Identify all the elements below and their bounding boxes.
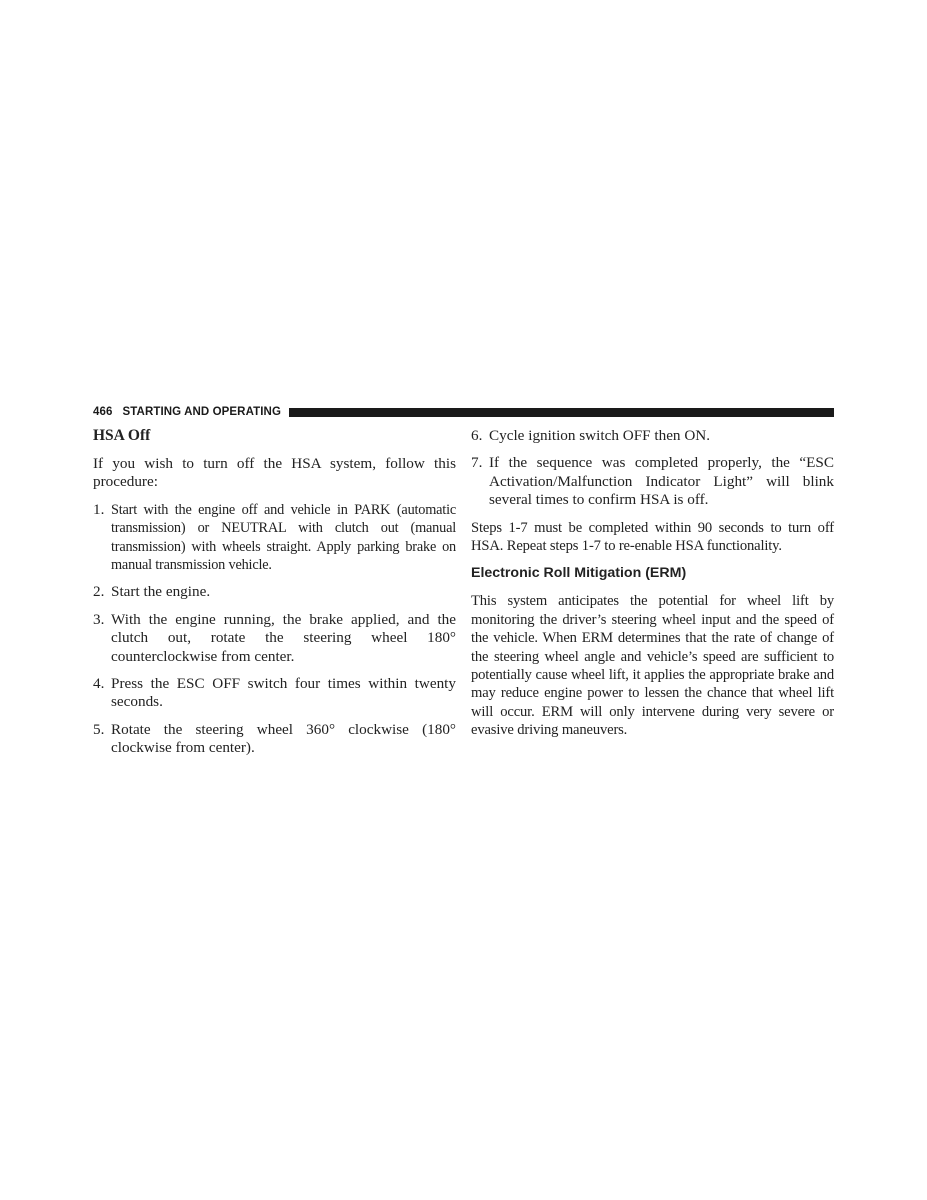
step-text: Press the ESC OFF switch four times within twenty seconds. [111, 675, 456, 711]
erm-body: This system anticipates the potential for wheel lift by monitoring the driver’s steering wheel input and the speed of the vehicle. When ERM determines that the rate of change of the steering wheel angle and vehicle’s speed are sufficient to potentially cause wheel lift, it applies the appropriate brake and may reduce engine power to lessen the chance that wheel lift will occur. ERM will only intervene during very severe or evasive driving maneuvers. [471, 593, 834, 739]
section-title: STARTING AND OPERATING [122, 406, 282, 418]
hsa-off-intro: If you wish to turn off the HSA system, follow this procedure: [93, 455, 456, 491]
list-item [93, 583, 456, 601]
list-item [93, 501, 456, 575]
list-item [471, 427, 834, 445]
hsa-off-heading: HSA Off [93, 427, 151, 444]
list-item [93, 721, 456, 758]
step-text: Cycle ignition switch OFF then ON. [489, 427, 711, 444]
right-column [471, 427, 834, 749]
step-number: 7. [471, 454, 483, 472]
hsa-off-steps-continued [471, 427, 834, 510]
erm-heading: Electronic Roll Mitigation (ERM) [471, 565, 687, 582]
step-number: 1. [93, 500, 105, 518]
step-text: Start with the engine off and vehicle in PARK (automatic transmission) or NEUTRAL with clutch out (manual transmission) with wheels straight. Apply parking brake on manual transmission vehicle. [111, 501, 456, 574]
header-rule [289, 408, 834, 417]
step-text: With the engine running, the brake applied, and the clutch out, rotate the steering wheel 180° counterclockwise from center. [111, 610, 456, 665]
hsa-note: Steps 1-7 must be completed within 90 seconds to turn off HSA. Repeat steps 1-7 to re-enable HSA functionality. [471, 519, 834, 555]
step-number: 2. [93, 583, 105, 601]
step-text: If the sequence was completed properly, the “ESC Activation/Malfunction Indicator Light” will blink several times to confirm HSA is off. [489, 454, 834, 509]
left-column [93, 427, 456, 767]
step-number: 5. [93, 720, 105, 738]
step-text: Rotate the steering wheel 360° clockwise (180° clockwise from center). [111, 720, 456, 757]
page-number: 466 [93, 406, 113, 418]
page-header [93, 405, 834, 419]
step-number: 6. [471, 427, 483, 444]
step-text: Start the engine. [111, 583, 211, 601]
step-number: 3. [93, 610, 105, 628]
hsa-off-steps [93, 501, 456, 758]
list-item [93, 611, 456, 666]
list-item [93, 675, 456, 712]
list-item [471, 454, 834, 509]
step-number: 4. [93, 675, 105, 693]
